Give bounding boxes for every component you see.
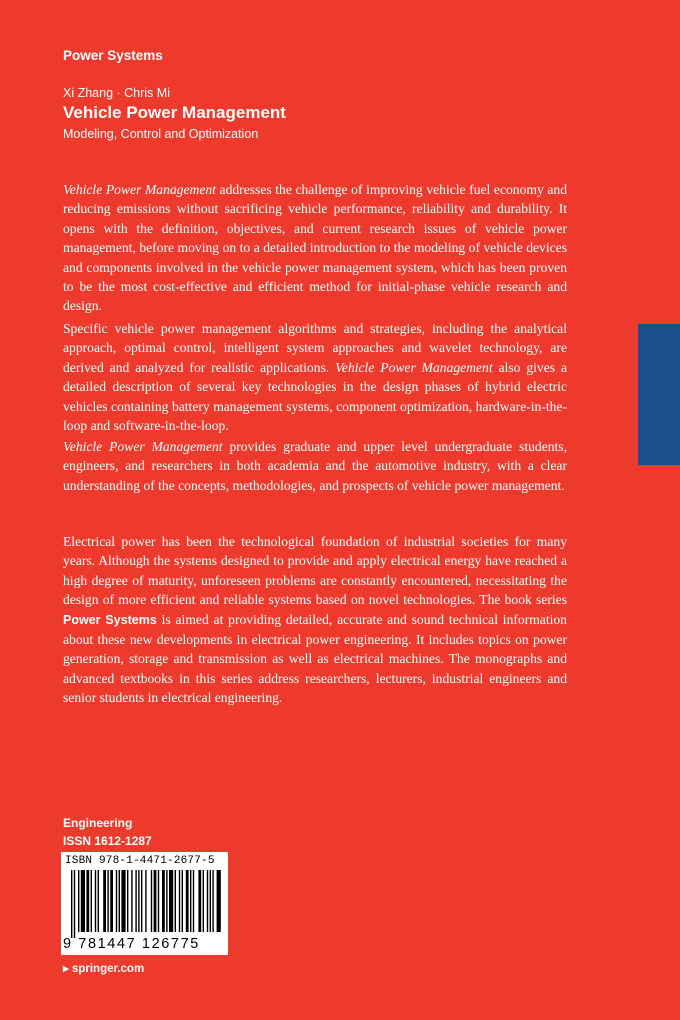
barcode-bar — [74, 870, 75, 938]
barcode-bar — [186, 870, 189, 932]
barcode-bar — [158, 870, 159, 932]
barcode-bar — [91, 870, 92, 932]
barcode-bar — [107, 870, 108, 932]
barcode-bar — [98, 870, 99, 932]
series-label: Power Systems — [63, 48, 163, 63]
barcode-bar — [175, 870, 176, 932]
barcode-bar — [119, 870, 120, 932]
spine-color-tab — [638, 324, 680, 465]
description-paragraph-1 — [63, 180, 567, 316]
barcode-digits: 9 781447 126775 — [63, 936, 200, 952]
barcode-bar — [135, 870, 136, 932]
authors: Xi Zhang · Chris Mi — [63, 86, 170, 100]
barcode-bar — [210, 870, 211, 932]
barcode-bar — [182, 870, 183, 932]
barcode-bar — [131, 870, 132, 932]
barcode-bar — [116, 870, 117, 932]
issn-label: ISSN 1612-1287 — [63, 834, 152, 848]
barcode-bar — [203, 870, 204, 932]
barcode-bar — [81, 870, 85, 932]
barcode-bar — [95, 870, 96, 932]
barcode-bar — [154, 870, 157, 932]
paragraph-text: addresses the challenge of improving vehicle fuel economy and reducing emissions without sacrificing vehicle performance, reliability and durability. It opens with the definition, objectives, and current research issues of vehicle power management, before moving on to a detailed introduction to the modeling of vehicle devices and components involved in the vehicle power management system, which has been proven to be the most cost-effective and efficient method for initial-phase vehicle research and design. — [63, 182, 567, 314]
barcode-bar — [190, 870, 191, 932]
barcode-bar — [166, 870, 167, 932]
barcode-bar — [145, 870, 146, 932]
barcode-bar — [121, 870, 125, 932]
description-paragraph-3 — [63, 437, 567, 495]
publisher-link[interactable]: ▸ springer.com — [63, 963, 145, 975]
subject-label: Engineering — [63, 816, 133, 830]
barcode-bar — [71, 870, 72, 938]
paragraph-text: is aimed at providing detailed, accurate and sound technical information about these new developments in electrical power engineering. It includes topics on power generation, storage and transmission as well as electrical machines. The monographs and advanced textbooks in this series address researchers, lecturers, industrial engineers and senior students in electrical engineering. — [63, 611, 567, 706]
isbn-text: ISBN 978-1-4471-2677-5 — [65, 855, 215, 867]
paragraph-text: provides graduate and upper level undergraduate students, engineers, and researchers in both academia and the automotive industry, with a clear understanding of the concepts, methodologies, and prospects of vehicle power management. — [63, 439, 567, 493]
book-title-emphasis: Vehicle Power Management — [63, 182, 216, 197]
barcode-bar — [217, 870, 221, 932]
barcode-bar — [86, 870, 89, 932]
barcode-bar — [138, 870, 139, 932]
book-title: Vehicle Power Management — [63, 103, 286, 122]
paragraph-text: also gives a detailed description of several key technologies in the design phases of hybrid electric vehicles containing battery management systems, component optimization, hardware-in-the-loop and software-in-the-loop. — [63, 359, 567, 434]
barcode-bar — [162, 870, 165, 932]
barcode-label — [61, 852, 228, 955]
series-name-emphasis: Power Systems — [63, 612, 157, 627]
book-title-emphasis: Vehicle Power Management — [63, 439, 223, 454]
barcode-bar — [151, 870, 152, 932]
book-title-emphasis: Vehicle Power Management — [335, 359, 493, 375]
barcode-bar — [193, 870, 194, 932]
barcode-bar — [179, 870, 180, 932]
barcode-bar — [141, 870, 142, 932]
barcode-bar — [110, 870, 113, 932]
paragraph-text: Specific vehicle power management algorithms and strategies, including the analytical approach, optimal control, intelligent system approaches and wavelet technology, are derived and analyzed for realistic applications. — [63, 321, 567, 375]
barcode-bar — [103, 870, 106, 932]
book-subtitle: Modeling, Control and Optimization — [63, 127, 259, 141]
description-paragraph-2 — [63, 319, 567, 435]
barcode-bar — [207, 870, 208, 932]
barcode-bar — [127, 870, 128, 932]
paragraph-text: Electrical power has been the technological foundation of industrial societies for many years. Although the systems designed to provide and apply electrical energy have reached a high degree of maturity, unforeseen problems are constantly encountered, necessitating the design of more efficient and reliable systems based on novel technologies. The book series — [63, 534, 567, 608]
barcode-bar — [78, 870, 79, 932]
barcode-bar — [198, 870, 201, 932]
series-description-paragraph — [63, 532, 567, 708]
barcode-bar — [169, 870, 173, 932]
barcode-bar — [212, 870, 213, 932]
